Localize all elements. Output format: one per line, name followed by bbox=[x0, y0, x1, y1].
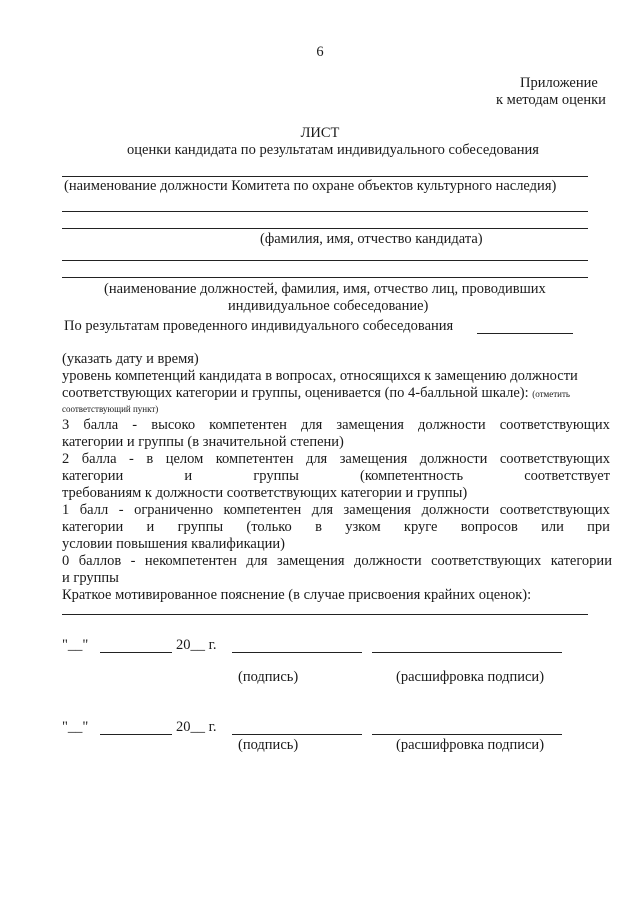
score-word: и bbox=[146, 519, 155, 535]
score-word: в bbox=[315, 519, 322, 535]
score-word: (компетентность bbox=[359, 468, 464, 484]
score-word: компетентен bbox=[215, 451, 294, 467]
score-word: некомпетентен bbox=[144, 553, 237, 569]
competence-line-1: уровень компетенций кандидата в вопросах, относящихся к замещению должности bbox=[62, 368, 578, 384]
score-word: ограниченно bbox=[134, 502, 213, 518]
score-word: группы bbox=[177, 519, 224, 535]
score-word: при bbox=[587, 519, 610, 535]
signature-block-1-sign-line bbox=[232, 652, 362, 653]
score-word: должности bbox=[418, 417, 486, 433]
explanation-label: Краткое мотивированное пояснение (в случае присвоения крайних оценок): bbox=[62, 587, 532, 603]
competence-note-1: (отметить bbox=[532, 389, 571, 399]
signature-block-2-date bbox=[62, 719, 88, 736]
date-quote-open: " bbox=[62, 719, 68, 735]
score-word: балла bbox=[83, 417, 119, 433]
candidate-field-line bbox=[62, 228, 588, 229]
signature-block-2-decode-label: (расшифровка подписи) bbox=[396, 737, 545, 753]
score-word: категории bbox=[550, 553, 612, 569]
score-word: для bbox=[311, 502, 334, 518]
score-word: баллов bbox=[78, 553, 122, 569]
results-date-line bbox=[477, 333, 573, 334]
score-word: в bbox=[146, 451, 154, 467]
score-word: - bbox=[130, 553, 136, 569]
position-field-line bbox=[62, 176, 588, 177]
score-3-line-1 bbox=[62, 417, 610, 434]
interviewers-field-line-2 bbox=[62, 277, 588, 278]
score-word: для bbox=[246, 553, 268, 569]
signature-block-1-decode-label: (расшифровка подписи) bbox=[396, 669, 545, 685]
competence-line-2-text: соответствующих категории и группы, оценивается (по 4-балльной шкале): bbox=[62, 385, 529, 401]
score-word: соответствующих bbox=[499, 417, 610, 433]
score-word: группы bbox=[253, 468, 299, 484]
signature-block-2-sign-line bbox=[232, 734, 362, 735]
signature-block-1-date bbox=[62, 637, 88, 654]
date-quote-open: " bbox=[62, 637, 68, 653]
score-word: соответствующих bbox=[431, 553, 542, 569]
score-word: целом bbox=[165, 451, 204, 467]
position-field-line-2 bbox=[62, 211, 588, 212]
score-word: для bbox=[305, 451, 328, 467]
score-word: и bbox=[184, 468, 193, 484]
date-quote-close: " bbox=[82, 637, 89, 653]
score-word: замещения bbox=[339, 451, 408, 467]
score-word: должности bbox=[354, 553, 422, 569]
score-2-line-3: требованиям к должности соответствующих категории и группы) bbox=[62, 485, 468, 501]
score-word: вопросов bbox=[460, 519, 518, 535]
appendix-line-1: Приложение bbox=[520, 75, 598, 91]
score-2-line-1 bbox=[62, 451, 610, 468]
score-word: соответствует bbox=[524, 468, 610, 484]
signature-block-2-decode-line bbox=[372, 734, 562, 735]
interviewers-field-line bbox=[62, 260, 588, 261]
score-1-line-1 bbox=[62, 502, 610, 519]
score-word: - bbox=[129, 451, 134, 467]
score-word: соответствующих bbox=[499, 502, 610, 518]
score-word: замещения bbox=[343, 502, 412, 518]
score-word: (только bbox=[246, 519, 292, 535]
score-word: или bbox=[541, 519, 564, 535]
signature-block-1-month-line bbox=[100, 652, 172, 653]
page-number: 6 bbox=[316, 44, 324, 60]
candidate-caption: (фамилия, имя, отчество кандидата) bbox=[260, 231, 483, 247]
date-day-blank: __ bbox=[67, 719, 83, 735]
score-word: должности bbox=[421, 502, 490, 518]
score-word: замещения bbox=[277, 553, 345, 569]
signature-block-2-sign-label: (подпись) bbox=[238, 737, 299, 753]
score-word: балла bbox=[81, 451, 117, 467]
competence-line-2 bbox=[62, 385, 570, 402]
signature-block-1-sign-label: (подпись) bbox=[238, 669, 299, 685]
score-word: должности bbox=[419, 451, 488, 467]
score-word: - bbox=[132, 417, 138, 433]
interviewers-caption-2: индивидуальное собеседование) bbox=[228, 298, 429, 314]
score-word: 1 bbox=[62, 502, 70, 518]
score-word: категории bbox=[62, 468, 124, 484]
score-word: компетентен bbox=[223, 502, 302, 518]
score-1-line-2 bbox=[62, 519, 610, 536]
score-word: высоко bbox=[151, 417, 196, 433]
score-word: для bbox=[300, 417, 323, 433]
score-word: круге bbox=[403, 519, 438, 535]
date-day-blank: __ bbox=[67, 637, 83, 653]
score-0-line-1 bbox=[62, 553, 612, 570]
signature-block-1-year: 20__ г. bbox=[176, 637, 217, 653]
competence-note-2: соответствующий пункт) bbox=[62, 404, 159, 414]
appendix-line-2: к методам оценки bbox=[496, 92, 606, 108]
score-0-line-2: и группы bbox=[62, 570, 119, 586]
score-3-line-2: категории и группы (в значительной степени) bbox=[62, 434, 344, 450]
signature-block-1-decode-line bbox=[372, 652, 562, 653]
score-word: замещения bbox=[336, 417, 404, 433]
signature-block-2-month-line bbox=[100, 734, 172, 735]
position-caption: (наименование должности Комитета по охране объектов культурного наследия) bbox=[64, 178, 557, 194]
score-word: компетентен bbox=[209, 417, 287, 433]
results-line-text: По результатам проведенного индивидуального собеседования bbox=[64, 318, 454, 334]
explanation-line bbox=[62, 614, 588, 615]
date-hint: (указать дату и время) bbox=[62, 351, 199, 367]
score-word: - bbox=[118, 502, 124, 518]
score-word: 2 bbox=[62, 451, 70, 467]
score-word: 3 bbox=[62, 417, 70, 433]
score-word: балл bbox=[79, 502, 109, 518]
score-2-line-2 bbox=[62, 468, 610, 485]
score-word: соответствующих bbox=[499, 451, 610, 467]
score-word: категории bbox=[62, 519, 124, 535]
score-1-line-3: условии повышения квалификации) bbox=[62, 536, 285, 552]
score-word: узком bbox=[345, 519, 381, 535]
document-title: ЛИСТ bbox=[300, 125, 340, 141]
score-word: 0 bbox=[62, 553, 70, 569]
date-quote-close: " bbox=[82, 719, 89, 735]
signature-block-2-year: 20__ г. bbox=[176, 719, 217, 735]
document-subtitle: оценки кандидата по результатам индивидуального собеседования bbox=[127, 142, 539, 158]
interviewers-caption-1: (наименование должностей, фамилия, имя, отчество лиц, проводивших bbox=[104, 281, 546, 297]
